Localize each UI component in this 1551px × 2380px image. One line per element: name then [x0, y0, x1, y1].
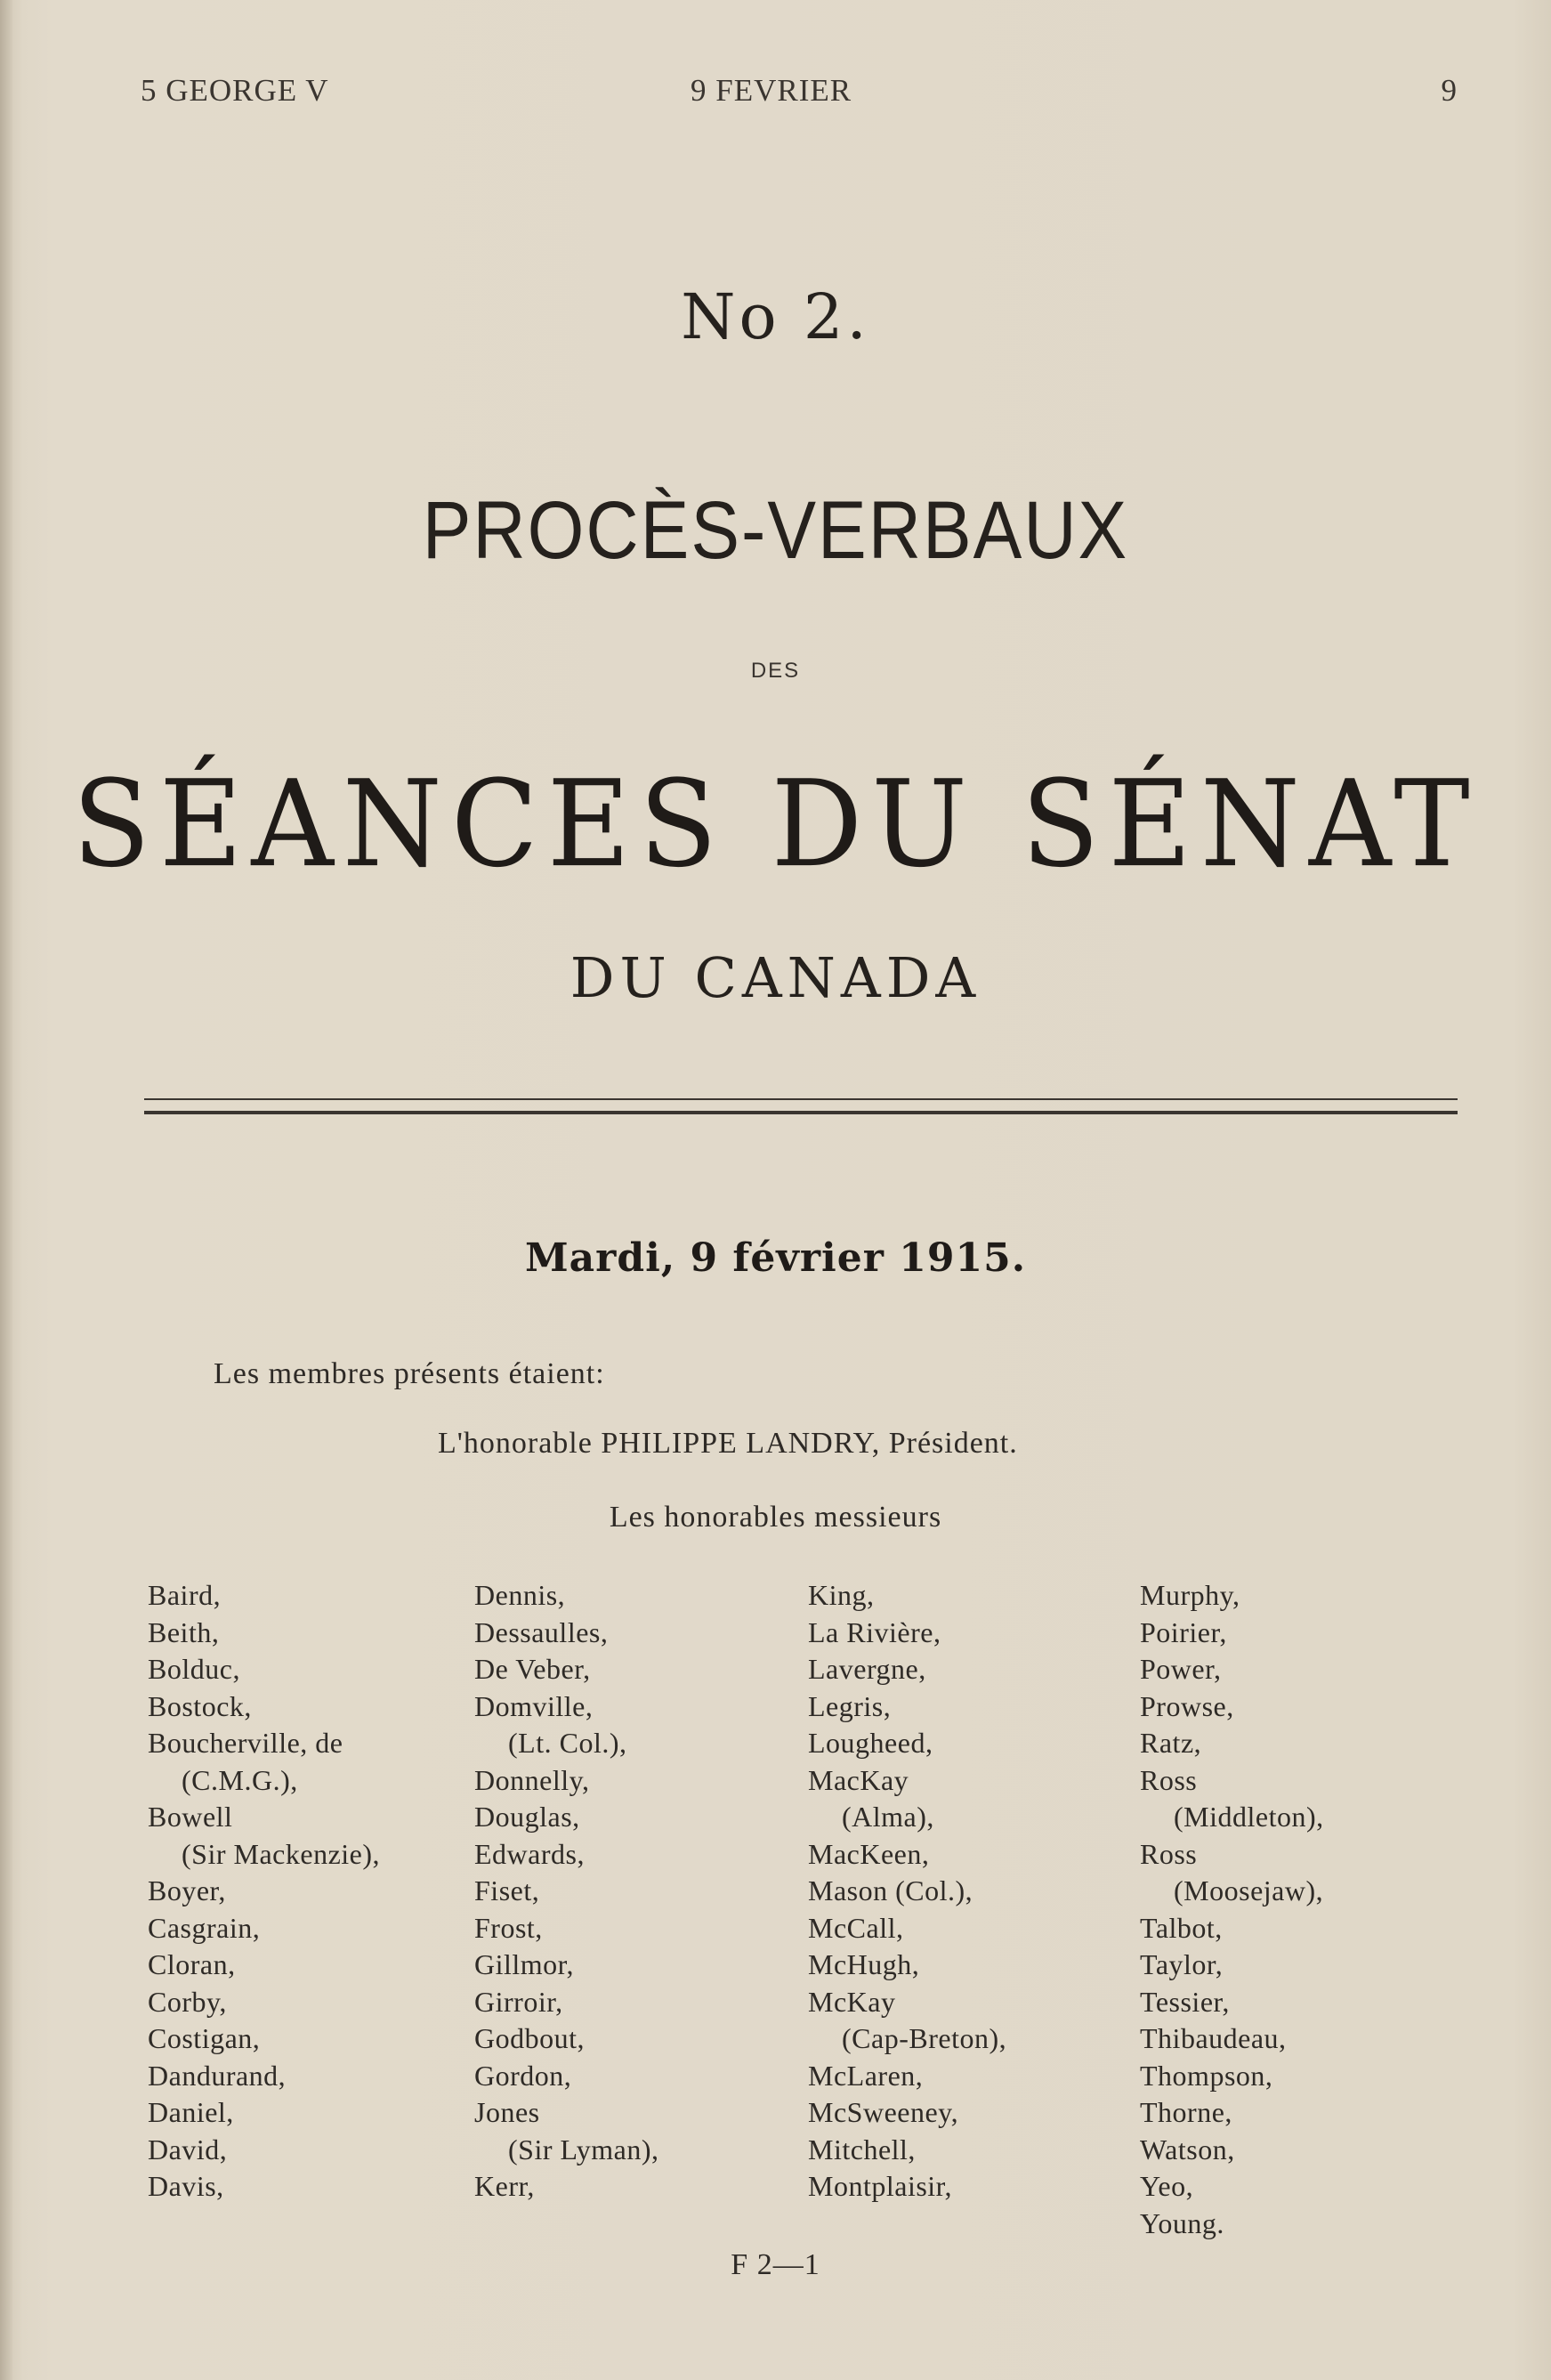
- member-name: McHugh,: [808, 1948, 920, 1980]
- member-name: Jones: [474, 2096, 540, 2128]
- member-name: Daniel,: [148, 2096, 234, 2128]
- member-name: Baird,: [148, 1579, 222, 1611]
- title-des: DES: [750, 659, 801, 683]
- member-name: Mason (Col.),: [808, 1874, 973, 1906]
- member-name: Dennis,: [474, 1579, 566, 1611]
- member-name: Legris,: [808, 1689, 892, 1722]
- member-name: MacKay: [808, 1763, 909, 1796]
- page-binding-edge: [0, 0, 12, 2380]
- member-name: Kerr,: [474, 2170, 535, 2202]
- member-name: McKay: [808, 1985, 896, 2018]
- member-name: La Rivière,: [808, 1615, 941, 1648]
- member-name: Talbot,: [1140, 1911, 1223, 1944]
- member-name: Donnelly,: [474, 1763, 590, 1796]
- member-name: Bowell: [148, 1801, 233, 1833]
- member-name: Tessier,: [1140, 1985, 1230, 2018]
- member-name: King,: [808, 1579, 875, 1611]
- member-name: David,: [148, 2133, 228, 2165]
- member-name: Casgrain,: [148, 1911, 261, 1944]
- member-name: (Middleton),: [1174, 1801, 1324, 1833]
- issue-number: No 2.: [681, 280, 870, 353]
- member-name: Thompson,: [1140, 2059, 1273, 2092]
- seances-du-senat-title: SÉANCES DU SÉNAT: [72, 755, 1479, 895]
- member-name: Mitchell,: [808, 2133, 916, 2165]
- signature-mark: F 2—1: [731, 2248, 820, 2281]
- member-name: Montplaisir,: [808, 2170, 953, 2202]
- member-name: MacKeen,: [808, 1837, 930, 1870]
- members-present-intro: Les membres présents étaient:: [214, 1357, 605, 1390]
- member-name: Lougheed,: [808, 1727, 933, 1759]
- member-name: Fiset,: [474, 1874, 540, 1906]
- members-column-4: [1140, 1577, 1324, 2242]
- member-name: Dessaulles,: [474, 1615, 609, 1648]
- member-name: Young.: [1140, 2206, 1224, 2239]
- session-date: Mardi, 9 février 1915.: [524, 1235, 1027, 1281]
- member-name: Dandurand,: [148, 2059, 287, 2092]
- members-column-1: [148, 1577, 380, 2206]
- member-name: Edwards,: [474, 1837, 585, 1870]
- member-name: (Sir Lyman),: [508, 2133, 659, 2165]
- member-name: Costigan,: [148, 2022, 261, 2054]
- member-name: Lavergne,: [808, 1653, 926, 1685]
- member-name: Poirier,: [1140, 1615, 1227, 1648]
- member-name: Watson,: [1140, 2133, 1235, 2165]
- member-name: Corby,: [148, 1985, 227, 2018]
- member-name: Taylor,: [1140, 1948, 1224, 1980]
- member-name: Beith,: [148, 1615, 220, 1648]
- member-name: De Veber,: [474, 1653, 591, 1685]
- running-header-date: 9 FEVRIER: [691, 73, 852, 108]
- member-name: Ratz,: [1140, 1727, 1202, 1759]
- member-name: Frost,: [474, 1911, 543, 1944]
- members-column-2: [474, 1577, 659, 2206]
- member-name: (C.M.G.),: [182, 1763, 298, 1796]
- member-name: Prowse,: [1140, 1689, 1234, 1722]
- member-name: Bostock,: [148, 1689, 252, 1722]
- member-name: Thibaudeau,: [1140, 2022, 1287, 2054]
- member-name: Cloran,: [148, 1948, 236, 1980]
- honorables-heading: Les honorables messieurs: [609, 1501, 942, 1534]
- member-name: Girroir,: [474, 1985, 563, 2018]
- member-name: (Lt. Col.),: [508, 1727, 627, 1759]
- member-name: Thorne,: [1140, 2096, 1232, 2128]
- member-name: Davis,: [148, 2170, 224, 2202]
- member-name: (Moosejaw),: [1174, 1874, 1324, 1906]
- member-name: (Cap-Breton),: [842, 2022, 1007, 2054]
- rule-thin: [144, 1098, 1458, 1100]
- member-name: Godbout,: [474, 2022, 585, 2054]
- member-name: Ross: [1140, 1837, 1198, 1870]
- member-name: Gordon,: [474, 2059, 572, 2092]
- double-rule-divider: [144, 1098, 1458, 1118]
- member-name: (Alma),: [842, 1801, 934, 1833]
- rule-thick: [144, 1111, 1458, 1114]
- member-name: Boucherville, de: [148, 1727, 343, 1759]
- page-number: 9: [1441, 73, 1458, 108]
- running-header-session: 5 GEORGE V: [141, 73, 329, 108]
- du-canada-title: DU CANADA: [570, 945, 981, 1010]
- member-name: Yeo,: [1140, 2170, 1194, 2202]
- member-name: Ross: [1140, 1763, 1198, 1796]
- member-name: Boyer,: [148, 1874, 226, 1906]
- member-name: Gillmor,: [474, 1948, 575, 1980]
- member-name: Domville,: [474, 1689, 594, 1722]
- member-name: Murphy,: [1140, 1579, 1240, 1611]
- proces-verbaux-title: PROCÈS-VERBAUX: [422, 485, 1129, 577]
- member-name: Douglas,: [474, 1801, 580, 1833]
- member-name: McCall,: [808, 1911, 904, 1944]
- member-name: (Sir Mackenzie),: [182, 1837, 381, 1870]
- members-column-3: [808, 1577, 1006, 2206]
- member-name: McLaren,: [808, 2059, 924, 2092]
- president-line: L'honorable PHILIPPE LANDRY, Président.: [438, 1427, 1018, 1460]
- member-name: Bolduc,: [148, 1653, 240, 1685]
- member-name: Power,: [1140, 1653, 1222, 1685]
- running-header: [141, 73, 1458, 126]
- member-name: McSweeney,: [808, 2096, 959, 2128]
